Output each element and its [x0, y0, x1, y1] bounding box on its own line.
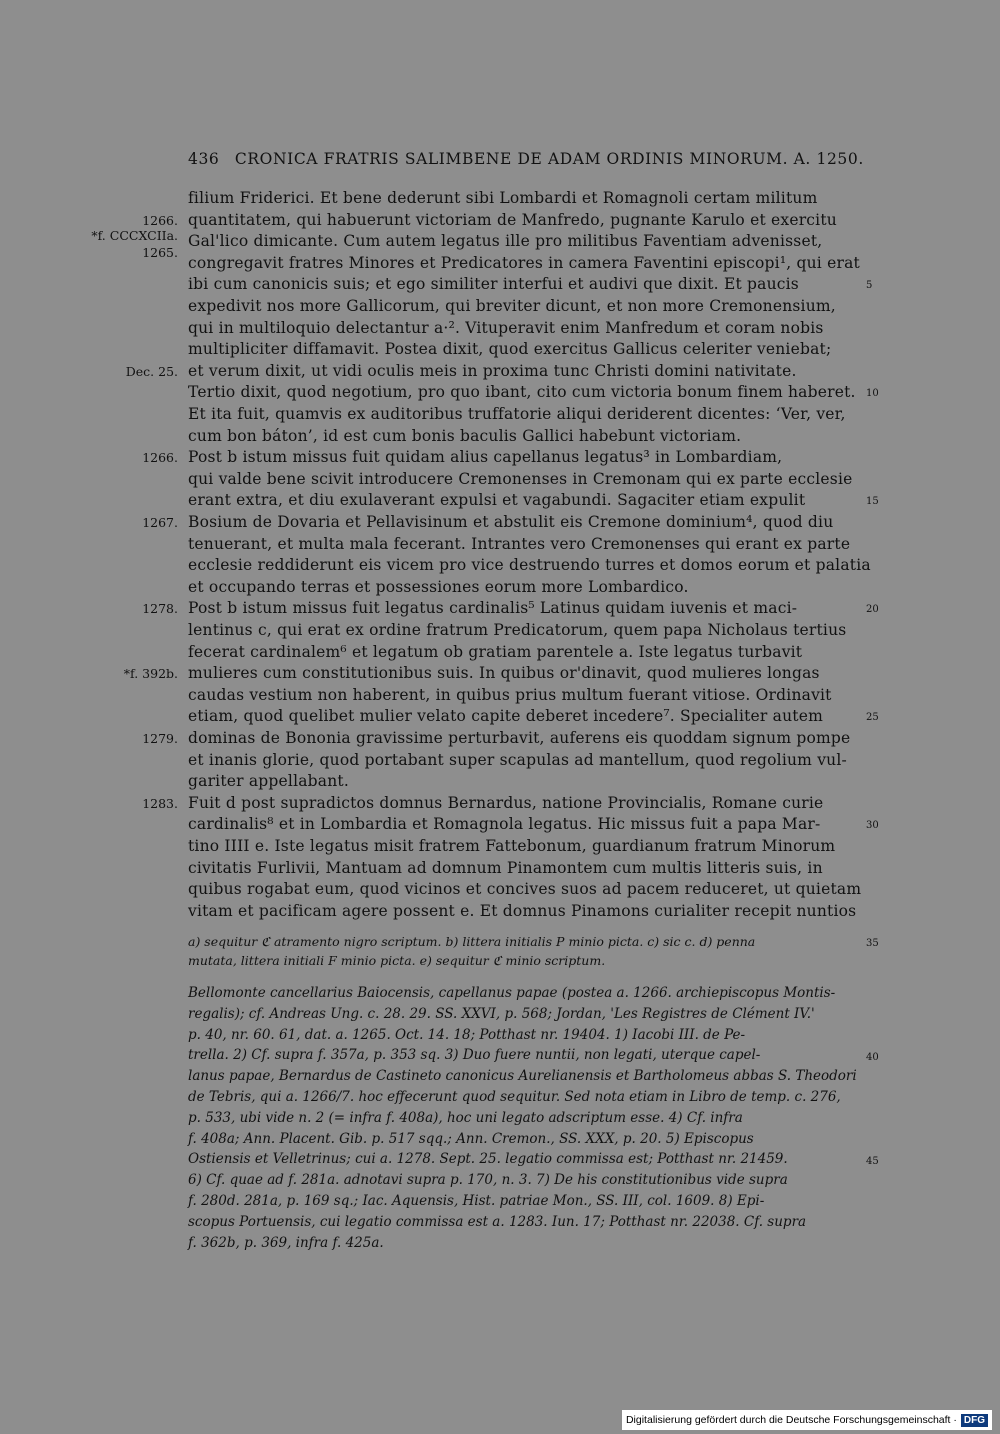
body-line: dominas de Bononia gravissime perturbavit, auferens eis quoddam signum pompe — [188, 729, 851, 747]
note-line: f. 408a; Ann. Placent. Gib. p. 517 sqq.; Ann. Cremon., SS. XXX, p. 20. 5) Episcopus — [188, 1130, 754, 1147]
body-line: gariter appellabant. — [188, 772, 349, 791]
body-line: etiam, quod quelibet mulier velato capite deberet incedere⁷. Specialiter autem — [188, 707, 823, 726]
note-line: Bellomonte cancellarius Baiocensis, capellanus papae (postea a. 1266. archiepiscopus Montis- — [188, 985, 836, 1001]
body-line: Gal'lico dimicante. Cum autem legatus ille pro militibus Faventiam advenisset, — [188, 232, 823, 251]
body-line: ibi cum canonicis suis; et ego similiter interfui et audivi que dixit. Et paucis — [188, 275, 799, 294]
body-line: cum bon báton’, id est cum bonis baculis Gallici habebunt victoriam. — [188, 426, 742, 445]
body-line: mulieres cum constitutionibus suis. In quibus or'dinavit, quod mulieres longas — [188, 664, 820, 683]
footnote-line: a) sequitur ℭ atramento nigro scriptum. b) littera initialis P minio picta. c) sic c. d) penna — [188, 934, 756, 949]
footer-banner — [622, 1410, 992, 1430]
body-line: Fuit d post supradictos domnus Bernardus, natione Provincialis, Romane curie — [188, 793, 824, 812]
footer-text: Digitalisierung gefördert durch die Deutsche Forschungsgemeinschaft · — [625, 1414, 957, 1426]
margin-date: 1278. — [142, 601, 178, 617]
body-line: cardinalis⁸ et in Lombardia et Romagnola legatus. Hic missus fuit a papa Mar- — [188, 815, 821, 834]
margin-date: *f. CCCXCIIa. — [91, 228, 178, 244]
note-line: trella. 2) Cf. supra f. 357a, p. 353 sq. 3) Duo fuere nuntii, non legati, uterque capel- — [188, 1047, 761, 1064]
margin-date: 1283. — [142, 795, 178, 811]
body-line: Bosium de Dovaria et Pellavisinum et abstulit eis Cremone dominium⁴, quod diu — [188, 513, 834, 531]
note-line: lanus papae, Bernardus de Castineto canonicus Aurelianensis et Bartholomeus abbas S. Theodori — [188, 1068, 857, 1085]
margin-date: 1266. — [142, 450, 178, 466]
body-line: lentinus c, qui erat ex ordine fratrum Predicatorum, quem papa Nicholaus tertius — [188, 621, 847, 639]
margin-date: 1265. — [142, 245, 178, 260]
line-number: 25 — [866, 712, 879, 724]
body-line: erant extra, et diu exulaverant expulsi et vagabundi. Sagaciter etiam expulit — [188, 491, 806, 510]
body-line: tino IIII e. Iste legatus misit fratrem Fattebonum, guardianum fratrum Minorum — [188, 837, 836, 855]
body-line: et inanis glorie, quod portabant super scapulas ad mantellum, quod regolium vul- — [188, 750, 847, 769]
body-line: quantitatem, qui habuerunt victoriam de Manfredo, pugnante Karulo et exercitu — [188, 210, 837, 229]
line-number: 10 — [866, 388, 879, 400]
note-line: p. 533, ubi vide n. 2 (= infra f. 408a), hoc uni legato adscriptum esse. 4) Cf. infra — [188, 1109, 743, 1126]
body-line: Et ita fuit, quamvis ex auditoribus truffatorie aliqui deriderent dicentes: ‘Ver, ver, — [188, 405, 846, 423]
body-line: et occupando terras et possessiones eorum more Lombardico. — [188, 577, 689, 596]
page-number: 436 — [188, 150, 220, 168]
note-line: de Tebris, qui a. 1266/7. hoc effecerunt quod sequitur. Sed nota etiam in Libro de temp. c. 276, — [188, 1089, 841, 1105]
note-line: f. 362b, p. 369, infra f. 425a. — [188, 1234, 384, 1251]
body-line: civitatis Furlivii, Mantuam ad domnum Pinamontem cum multis litteris suis, in — [188, 858, 823, 877]
body-line: vitam et pacificam agere possent e. Et domnus Pinamons curialiter recepit nuntios — [188, 901, 857, 920]
margin-date: 1279. — [142, 731, 178, 746]
line-number: 40 — [866, 1052, 879, 1064]
line-number: 30 — [866, 820, 879, 832]
body-line: expedivit nos more Gallicorum, qui breviter dicunt, et non more Cremonensium, — [188, 297, 836, 315]
body-line: quibus rogabat eum, quod vicinos et concives suos ad pacem reduceret, ut quietam — [188, 880, 862, 899]
line-number: 35 — [866, 938, 879, 949]
body-line: qui in multiloquio delectantur a·². Vituperavit enim Manfredum et coram nobis — [188, 318, 824, 337]
note-line: Ostiensis et Velletrinus; cui a. 1278. Sept. 25. legatio commissa est; Potthast nr. 21459. — [188, 1151, 788, 1168]
body-line: Tertio dixit, quod negotium, pro quo ibant, cito cum victoria bonum finem haberet. — [188, 383, 856, 402]
margin-date: 1266. — [142, 212, 178, 228]
body-line: congregavit fratres Minores et Predicatores in camera Faventini episcopi¹, qui erat — [188, 253, 860, 272]
note-line: regalis); cf. Andreas Ung. c. 28. 29. SS. XXVI, p. 568; Jordan, 'Les Registres de Clément IV.' — [188, 1005, 815, 1022]
line-number: 20 — [866, 604, 879, 616]
body-line: multipliciter diffamavit. Postea dixit, quod exercitus Gallicus celeriter veniebat; — [188, 340, 832, 359]
body-line: tenuerant, et multa mala fecerant. Intrantes vero Cremonenses qui erant ex parte — [188, 534, 851, 553]
body-line: et verum dixit, ut vidi oculis meis in proxima tunc Christi domini nativitate. — [188, 361, 797, 380]
note-line: 6) Cf. quae ad f. 281a. adnotavi supra p. 170, n. 3. 7) De his constitutionibus vide supra — [188, 1172, 788, 1189]
body-line: filium Friderici. Et bene dederunt sibi Lombardi et Romagnoli certam militum — [188, 189, 818, 207]
footnote-line: mutata, littera initiali F minio picta. e) sequitur ℭ minio scriptum. — [188, 953, 606, 968]
margin-date: *f. 392b. — [123, 666, 178, 682]
dfg-logo: DFG — [961, 1414, 988, 1427]
line-number: 5 — [866, 280, 873, 292]
body-line: Post b istum missus fuit legatus cardinalis⁵ Latinus quidam iuvenis et maci- — [188, 599, 798, 618]
margin-date: Dec. 25. — [125, 363, 178, 379]
note-line: scopus Portuensis, cui legatio commissa est a. 1283. Iun. 17; Potthast nr. 22038. Cf. supra — [188, 1213, 807, 1230]
line-number: 15 — [866, 496, 879, 508]
margin-date: 1267. — [142, 515, 178, 530]
body-line: ecclesie reddiderunt eis vicem pro vice destruendo turres et domos eorum et palatia — [188, 556, 871, 575]
body-line: fecerat cardinalem⁶ et legatum ob gratiam parentele a. Iste legatus turbavit — [188, 642, 803, 661]
line-number: 45 — [866, 1156, 879, 1168]
body-line: caudas vestium non haberent, in quibus prius multum fuerant vitiose. Ordinavit — [188, 685, 832, 704]
body-line: Post b istum missus fuit quidam alius capellanus legatus³ in Lombardiam, — [188, 448, 783, 467]
note-line: f. 280d. 281a, p. 169 sq.; Iac. Aquensis, Hist. patriae Mon., SS. III, col. 1609. 8) Epi- — [188, 1193, 765, 1209]
body-line: qui valde bene scivit introducere Cremonenses in Cremonam qui ex parte ecclesie — [188, 469, 853, 488]
running-title: CRONICA FRATRIS SALIMBENE DE ADAM ORDINIS MINORUM. A. 1250. — [234, 150, 864, 168]
running-header — [188, 150, 868, 168]
note-line: p. 40, nr. 60. 61, dat. a. 1265. Oct. 14. 18; Potthast nr. 19404. 1) Iacobi III. de Pe- — [188, 1026, 746, 1043]
